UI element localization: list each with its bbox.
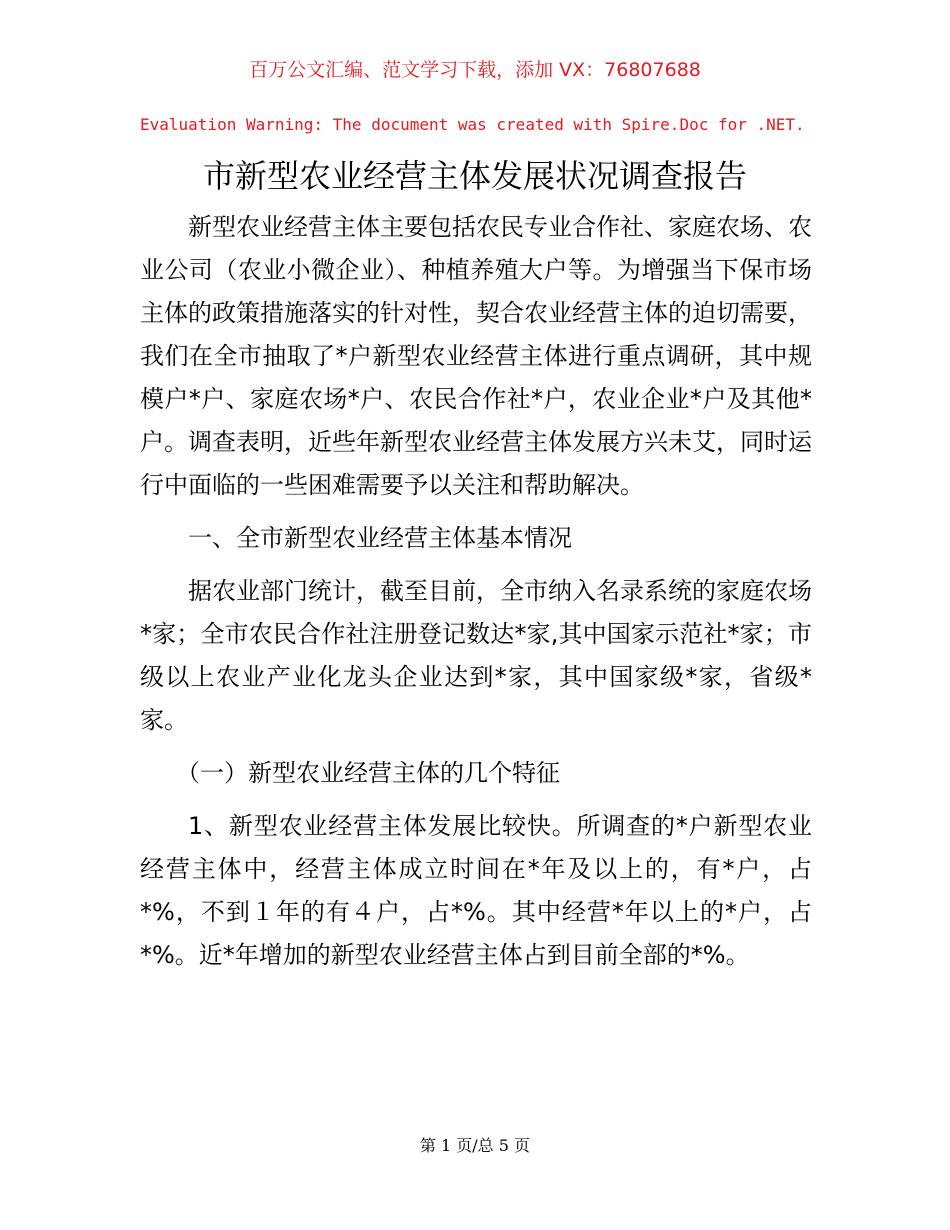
- feature-paragraph-1: 1、新型农业经营主体发展比较快。所调查的*户新型农业经营主体中，经营主体成立时间在*年及以上的，有*户，占*%，不到１年的有４户，占*%。其中经营*年以上的*户，占*%。近*年增加的新型农业经营主体占到目前全部的*%。: [140, 812, 812, 969]
- section-heading-1: 一、全市新型农业经营主体基本情况: [188, 524, 572, 552]
- intro-paragraph: 新型农业经营主体主要包括农民专业合作社、家庭农场、农业公司（农业小微企业）、种植养殖大户等。为增强当下保市场主体的政策措施落实的针对性，契合农业经营主体的迫切需要，我们在全市抽取了*户新型农业经营主体进行重点调研，其中规模户*户、家庭农场*户、农民合作社*户，农业企业*户及其他*户。调查表明，近些年新型农业经营主体发展方兴未艾，同时运行中面临的一些困难需要予以关注和帮助解决。: [140, 213, 812, 499]
- page-indicator: 第 1 页/总 5 页: [419, 1136, 531, 1155]
- document-body: [140, 206, 812, 977]
- subsection-heading-1: （一）新型农业经营主体的几个特征: [176, 759, 560, 787]
- stats-paragraph: 据农业部门统计，截至目前，全市纳入名录系统的家庭农场*家；全市农民合作社注册登记数达*家,其中国家示范社*家；市级以上农业产业化龙头企业达到*家，其中国家级*家，省级*家。: [140, 577, 812, 734]
- header-banner: 百万公文汇编、范文学习下载，添加 VX：76807688: [249, 59, 701, 81]
- evaluation-warning: Evaluation Warning: The document was created with Spire.Doc for .NET.: [140, 115, 805, 134]
- page-title: 市新型农业经营主体发展状况调查报告: [202, 157, 747, 195]
